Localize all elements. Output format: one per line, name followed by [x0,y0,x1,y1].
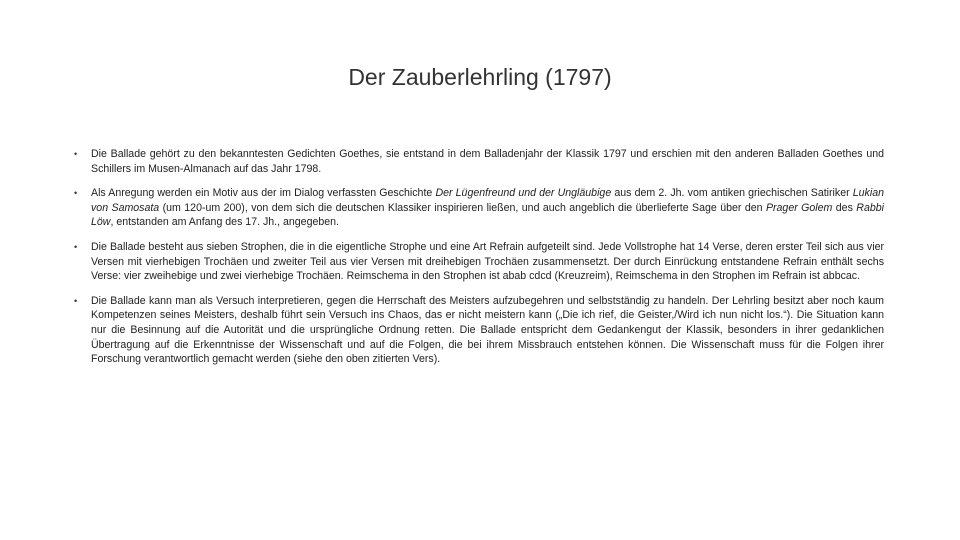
bullet-item-3 [74,240,884,284]
bullet-text: des [832,201,857,214]
bullet-text: Als Anregung werden ein Motiv aus der im Dialog verfassten Geschichte [91,187,436,200]
slide-title: Der Zauberlehrling (1797) [348,64,612,90]
bullet-item-2 [74,186,884,230]
bullet-text: Die Ballade besteht aus sieben Strophen, die in die eigentliche Strophe und eine Art Refrain aufgeteilt sind. Jede Vollstrophe hat 14 Verse, deren erster Teil sich aus vier Versen mit vierhebigen Trochäen und zweiter Teil aus vier Versen mit dreihebigen Trochäen zusammensetzt. Der durch Einrückung entstandene Refrain enthält sechs Verse: vier zweihebige und zwei vierhebige Trochäen. Reimschema in den Strophen ist abab cdcd (Kreuzreim), Reimschema in den Strophen im Refrain ist abbcac. [91,240,884,283]
person-name-rabbi-loew: Rabbi Löw [91,201,884,229]
bullet-item-1 [74,147,884,176]
bullet-item-4 [74,294,884,367]
work-title-luegenfreund: Der Lügenfreund und der Ungläubige [435,187,612,200]
bullet-text: , entstanden am Anfang des 17. Jh., angegeben. [110,216,339,229]
bullet-text: aus dem 2. Jh. vom antiken griechischen Satiriker [611,187,853,200]
bullet-text: Die Ballade gehört zu den bekanntesten Gedichten Goethes, sie entstand in dem Balladenjahr der Klassik 1797 und erschien mit den anderen Balladen Goethes und Schillers im Musen-Almanach auf das Jahr 1798. [91,148,884,175]
bullet-text: (um 120-um 200), von dem sich die deutschen Klassiker inspirieren ließen, und auch angeblich die überlieferte Sage über den [159,201,766,214]
bullet-list [74,147,884,377]
legend-name-golem: Prager Golem [765,201,833,214]
author-name-lukian: Lukian von Samosata [91,187,884,214]
bullet-text: Die Ballade kann man als Versuch interpretieren, gegen die Herrschaft des Meisters aufzubegehren und selbstständig zu handeln. Der Lehrling besitzt aber noch kaum Kompetenzen seines Meisters, deshalb führt sein Versuch ins Chaos, das er nicht meistern kann („Die ich rief, die Geister,/Wird ich nun nicht los.“). Die Situation kann nur die Besinnung auf die Autorität und die ursprüngliche Ordnung retten. Die Ballade entspricht dem Gedankengut der Klassik, besonders in ihrer gedanklichen Übertragung auf die Erkenntnisse der Wissenschaft und auf die Folgen, die bei ihrem Missbrauch entstehen können. Die Wissenschaft muss für die Folgen ihrer Forschung verantwortlich gemacht werden (siehe den oben zitierten Vers). [91,294,884,366]
